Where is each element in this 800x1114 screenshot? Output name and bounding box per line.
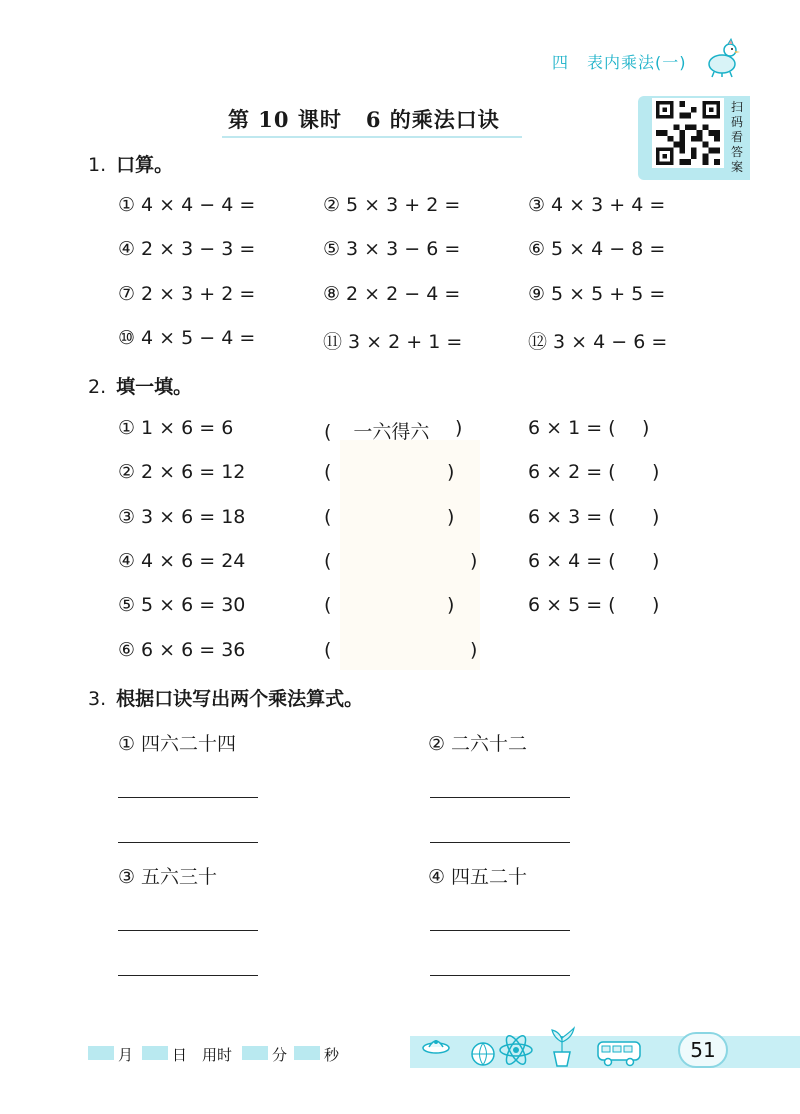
lesson-title	[228, 104, 500, 134]
reverse-expr: 6 × 1 = (	[528, 417, 616, 439]
reverse-expr: 6 × 2 = (	[528, 461, 616, 483]
month-blank[interactable]	[88, 1046, 114, 1060]
qr-label: 扫 码 看 答 案	[730, 100, 743, 174]
minutes-label: 分	[272, 1046, 288, 1064]
time-used-label: 用时	[202, 1046, 233, 1064]
seconds-label: 秒	[324, 1046, 340, 1064]
faint-background	[340, 440, 480, 670]
answer-line[interactable]	[430, 930, 570, 931]
reverse-close-paren: )	[642, 417, 650, 439]
qr-pattern	[655, 101, 721, 165]
ufo-icon	[420, 1030, 452, 1062]
answer-line[interactable]	[118, 975, 258, 976]
verse-open-paren: (	[324, 461, 332, 483]
verse-item: ③ 五六三十	[118, 866, 218, 888]
answer-line[interactable]	[430, 975, 570, 976]
section1-heading: 1. 口算。	[88, 154, 174, 176]
verse-open-paren: (	[324, 639, 332, 661]
calc-item: ⑪ 3 × 2 + 1 =	[323, 331, 463, 353]
reverse-expr: 6 × 5 = (	[528, 594, 616, 616]
calc-item: ⑧ 2 × 2 − 4 =	[323, 283, 461, 305]
reverse-close-paren: )	[652, 461, 660, 483]
answer-line[interactable]	[430, 797, 570, 798]
reverse-close-paren: )	[652, 506, 660, 528]
answer-line[interactable]	[118, 930, 258, 931]
answer-line[interactable]	[118, 797, 258, 798]
verse-close-paren: )	[447, 461, 455, 483]
reverse-expr: 6 × 4 = (	[528, 550, 616, 572]
calc-item: ⑦ 2 × 3 + 2 =	[118, 283, 256, 305]
lesson-number: 第 10 课时	[228, 107, 342, 132]
verse-open-paren: (	[324, 594, 332, 616]
calc-item: ④ 2 × 3 − 3 =	[118, 238, 256, 260]
verse-close-paren: )	[470, 550, 478, 572]
calc-item: ② 5 × 3 + 2 =	[323, 194, 461, 216]
calc-item: ⑩ 4 × 5 − 4 =	[118, 327, 256, 349]
title-underline	[222, 136, 522, 138]
minutes-blank[interactable]	[242, 1046, 268, 1060]
calc-item: ⑤ 3 × 3 − 6 =	[323, 238, 461, 260]
verse-close-paren: )	[455, 417, 463, 439]
section3-heading: 3. 根据口诀写出两个乘法算式。	[88, 688, 364, 710]
calc-item: ① 4 × 4 − 4 =	[118, 194, 256, 216]
chapter-header	[552, 50, 687, 73]
potted-plant-icon	[544, 1024, 580, 1068]
answer-line[interactable]	[118, 842, 258, 843]
verse-item: ① 四六二十四	[118, 733, 237, 755]
calc-item: ⑨ 5 × 5 + 5 =	[528, 283, 666, 305]
qr-code-icon[interactable]	[652, 98, 724, 168]
day-label: 日	[172, 1046, 188, 1064]
lesson-topic: 6 的乘法口诀	[365, 107, 500, 132]
fill-expr: ⑤ 5 × 6 = 30	[118, 594, 246, 616]
calc-item: ⑫ 3 × 4 − 6 =	[528, 331, 668, 353]
reverse-close-paren: )	[652, 550, 660, 572]
verse-close-paren: )	[447, 594, 455, 616]
reverse-close-paren: )	[652, 594, 660, 616]
bus-icon	[596, 1038, 642, 1068]
fill-expr: ③ 3 × 6 = 18	[118, 506, 246, 528]
globe-icon	[468, 1040, 498, 1068]
calc-item: ⑥ 5 × 4 − 8 =	[528, 238, 666, 260]
time-record-bar	[88, 1046, 348, 1064]
verse-item: ② 二六十二	[428, 733, 528, 755]
atom-icon	[496, 1030, 536, 1070]
verse-answer: ( 一六得六	[324, 421, 430, 443]
verse-open-paren: (	[324, 506, 332, 528]
calc-item: ③ 4 × 3 + 4 =	[528, 194, 666, 216]
verse-close-paren: )	[447, 506, 455, 528]
month-label: 月	[118, 1046, 134, 1064]
fill-expr: ② 2 × 6 = 12	[118, 461, 246, 483]
fill-expr: ④ 4 × 6 = 24	[118, 550, 246, 572]
verse-item: ④ 四五二十	[428, 866, 528, 888]
chapter-number: 四	[552, 53, 570, 72]
day-blank[interactable]	[142, 1046, 168, 1060]
mascot-icon	[704, 38, 744, 78]
section2-heading: 2. 填一填。	[88, 376, 193, 398]
chapter-title: 表内乘法(一)	[587, 53, 687, 72]
verse-close-paren: )	[470, 639, 478, 661]
page-number: 51	[678, 1032, 728, 1068]
fill-expr: ⑥ 6 × 6 = 36	[118, 639, 246, 661]
fill-expr: ① 1 × 6 = 6	[118, 417, 234, 439]
seconds-blank[interactable]	[294, 1046, 320, 1060]
verse-open-paren: (	[324, 550, 332, 572]
reverse-expr: 6 × 3 = (	[528, 506, 616, 528]
answer-line[interactable]	[430, 842, 570, 843]
